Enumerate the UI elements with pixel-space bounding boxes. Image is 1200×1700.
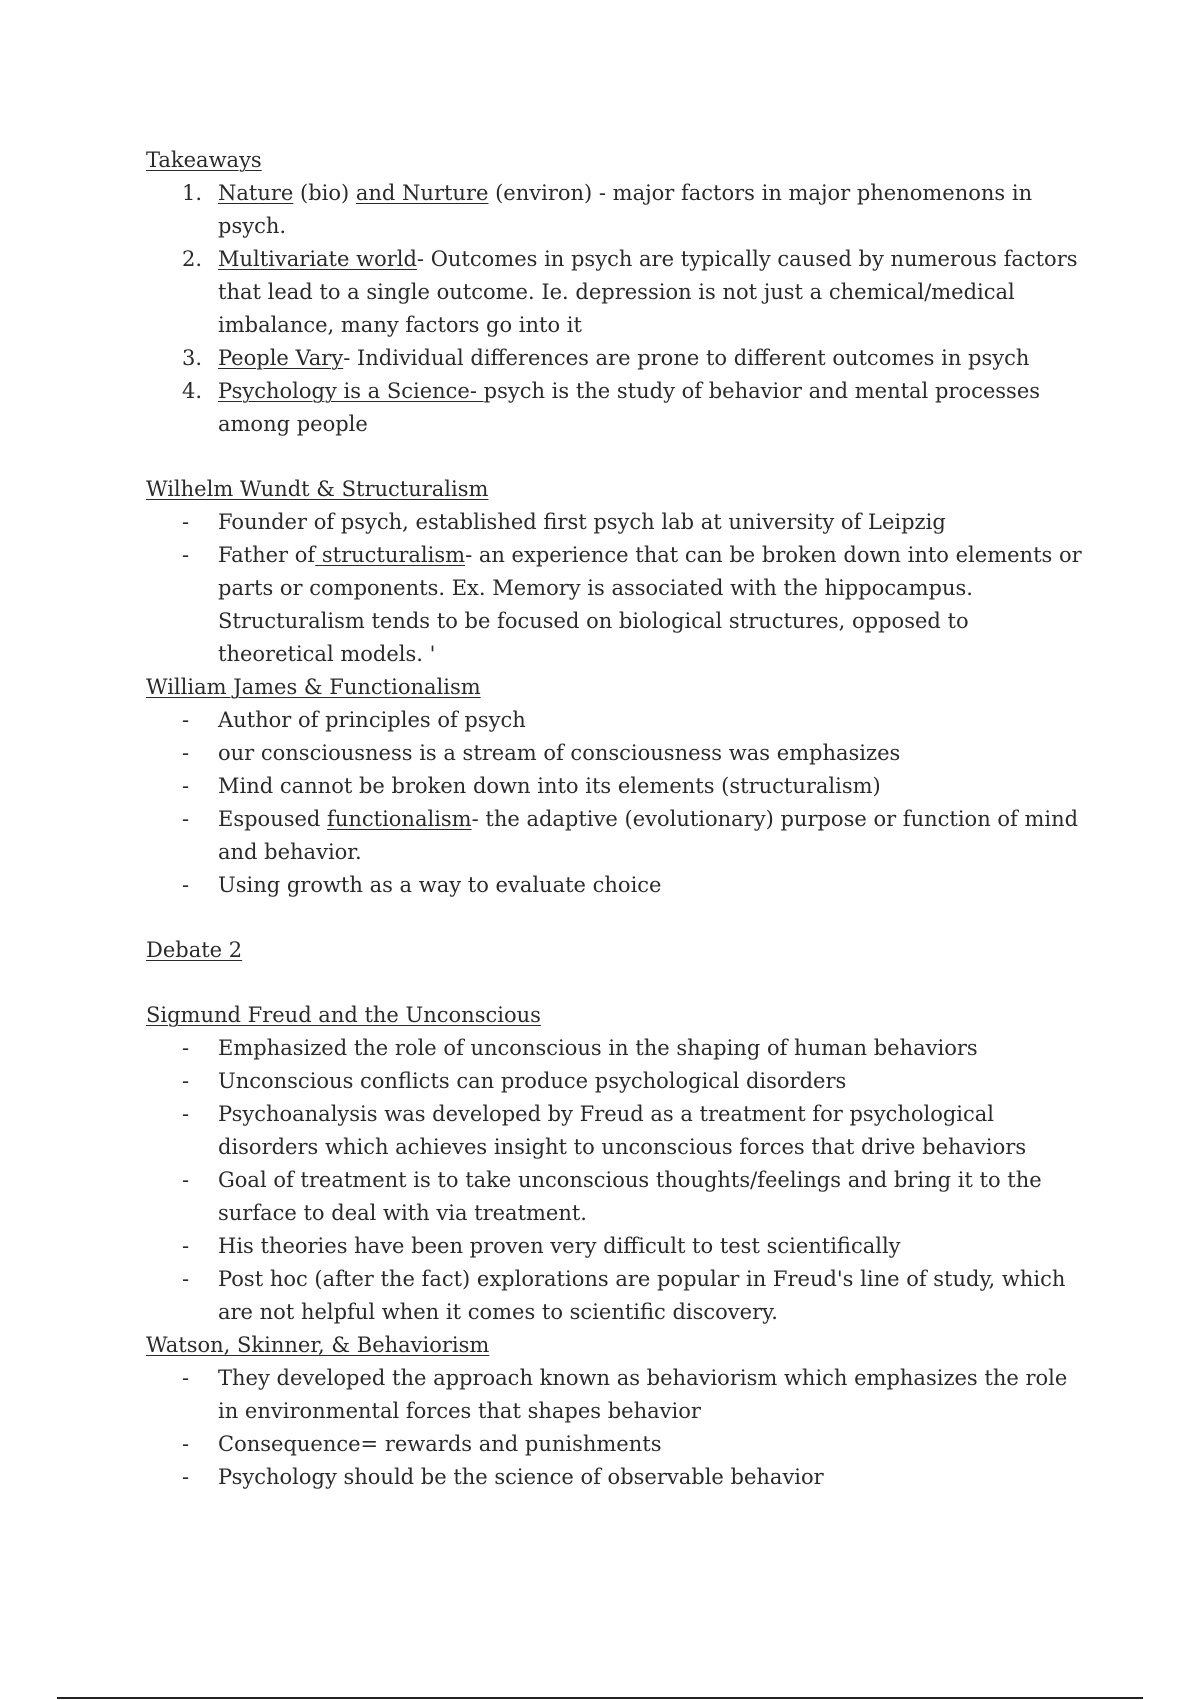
- item-text: Consequence= rewards and punishments: [218, 1432, 662, 1456]
- james-list: [146, 704, 1086, 902]
- behaviorism-list: [146, 1362, 1086, 1494]
- item-text: Unconscious conflicts can produce psychological disorders: [218, 1069, 847, 1093]
- bullet: -: [182, 1432, 190, 1456]
- list-item: [146, 506, 1086, 539]
- bullet: -: [182, 510, 190, 534]
- item-text: His theories have been proven very difficult to test scientifically: [218, 1234, 901, 1258]
- list-item: [146, 737, 1086, 770]
- list-item: [146, 539, 1086, 671]
- item-text: Founder of psych, established first psych lab at university of Leipzig: [218, 510, 946, 534]
- list-number: 1.: [182, 181, 203, 205]
- bullet: -: [182, 741, 190, 765]
- list-item: [146, 1164, 1086, 1230]
- item-text: Psychology should be the science of observable behavior: [218, 1465, 824, 1489]
- list-item: [146, 1065, 1086, 1098]
- item-text: - Individual differences are prone to different outcomes in psych: [343, 346, 1030, 370]
- document-page: [146, 144, 1086, 1494]
- list-item: [146, 243, 1086, 342]
- bullet: -: [182, 1102, 190, 1126]
- list-item: [146, 770, 1086, 803]
- wundt-list: [146, 506, 1086, 671]
- item-text: - the adaptive (evolutionary) purpose or function of mind and behavior.: [218, 807, 1079, 864]
- bullet: -: [182, 1036, 190, 1060]
- debate-heading: Debate 2: [146, 938, 243, 962]
- list-item: [146, 177, 1086, 243]
- underlined-term: structuralism: [315, 543, 466, 567]
- takeaways-list: [146, 177, 1086, 441]
- item-text: psych is the study of behavior and mental processes among people: [218, 379, 1041, 436]
- item-text: Father of: [218, 543, 316, 567]
- item-text: Goal of treatment is to take unconscious thoughts/feelings and bring it to the surface to deal with via treatment.: [218, 1168, 1042, 1225]
- list-item: [146, 1428, 1086, 1461]
- item-text: Emphasized the role of unconscious in the shaping of human behaviors: [218, 1036, 978, 1060]
- list-number: 3.: [182, 346, 203, 370]
- list-item: [146, 1230, 1086, 1263]
- bullet: -: [182, 873, 190, 897]
- item-text: Espoused: [218, 807, 328, 831]
- underlined-term: Multivariate world: [218, 247, 417, 271]
- item-text: our consciousness is a stream of consciousness was emphasizes: [218, 741, 901, 765]
- freud-list: [146, 1032, 1086, 1329]
- item-text: (environ) - major factors in major phenomenons in psych.: [218, 181, 1033, 238]
- list-number: 4.: [182, 379, 203, 403]
- bullet: -: [182, 1234, 190, 1258]
- item-text: - an experience that can be broken down into elements or parts or components. Ex. Memory is associated with the hippocampus. Structuralism tends to be focused on biological structures, opposed to theoretical models. ': [218, 543, 1082, 666]
- item-text: They developed the approach known as behaviorism which emphasizes the role in environmental forces that shapes behavior: [218, 1366, 1068, 1423]
- item-text: (bio): [293, 181, 356, 205]
- item-text: Using growth as a way to evaluate choice: [218, 873, 662, 897]
- list-item: [146, 704, 1086, 737]
- item-text: Psychoanalysis was developed by Freud as a treatment for psychological disorders which achieves insight to unconscious forces that drive behaviors: [218, 1102, 1027, 1159]
- takeaways-heading: Takeaways: [146, 148, 262, 172]
- list-item: [146, 1461, 1086, 1494]
- underlined-term: and Nurture: [355, 181, 489, 205]
- item-text: Author of principles of psych: [218, 708, 526, 732]
- list-item: [146, 803, 1086, 869]
- james-heading: William James & Functionalism: [146, 675, 481, 699]
- list-item: [146, 1362, 1086, 1428]
- bullet: -: [182, 774, 190, 798]
- bullet: -: [182, 1465, 190, 1489]
- bullet: -: [182, 1366, 190, 1390]
- list-number: 2.: [182, 247, 203, 271]
- bullet: -: [182, 708, 190, 732]
- item-text: Mind cannot be broken down into its elements (structuralism): [218, 774, 881, 798]
- list-item: [146, 342, 1086, 375]
- list-item: [146, 1032, 1086, 1065]
- list-item: [146, 375, 1086, 441]
- behaviorism-heading: Watson, Skinner, & Behaviorism: [146, 1333, 490, 1357]
- wundt-heading: Wilhelm Wundt & Structuralism: [146, 477, 489, 501]
- footer-divider: [57, 1697, 1143, 1699]
- bullet: -: [182, 1069, 190, 1093]
- list-item: [146, 1263, 1086, 1329]
- bullet: -: [182, 543, 190, 567]
- freud-heading: Sigmund Freud and the Unconscious: [146, 1003, 541, 1027]
- list-item: [146, 869, 1086, 902]
- underlined-term: Psychology is a Science-: [218, 379, 484, 403]
- underlined-term: People Vary: [218, 346, 344, 370]
- item-text: - Outcomes in psych are typically caused by numerous factors that lead to a single outcome. Ie. depression is not just a chemical/medical imbalance, many factors go into it: [218, 247, 1078, 337]
- underlined-term: functionalism: [327, 807, 472, 831]
- item-text: Post hoc (after the fact) explorations are popular in Freud's line of study, which are not helpful when it comes to scientific discovery.: [218, 1267, 1066, 1324]
- underlined-term: Nature: [218, 181, 294, 205]
- bullet: -: [182, 807, 190, 831]
- bullet: -: [182, 1267, 190, 1291]
- bullet: -: [182, 1168, 190, 1192]
- list-item: [146, 1098, 1086, 1164]
